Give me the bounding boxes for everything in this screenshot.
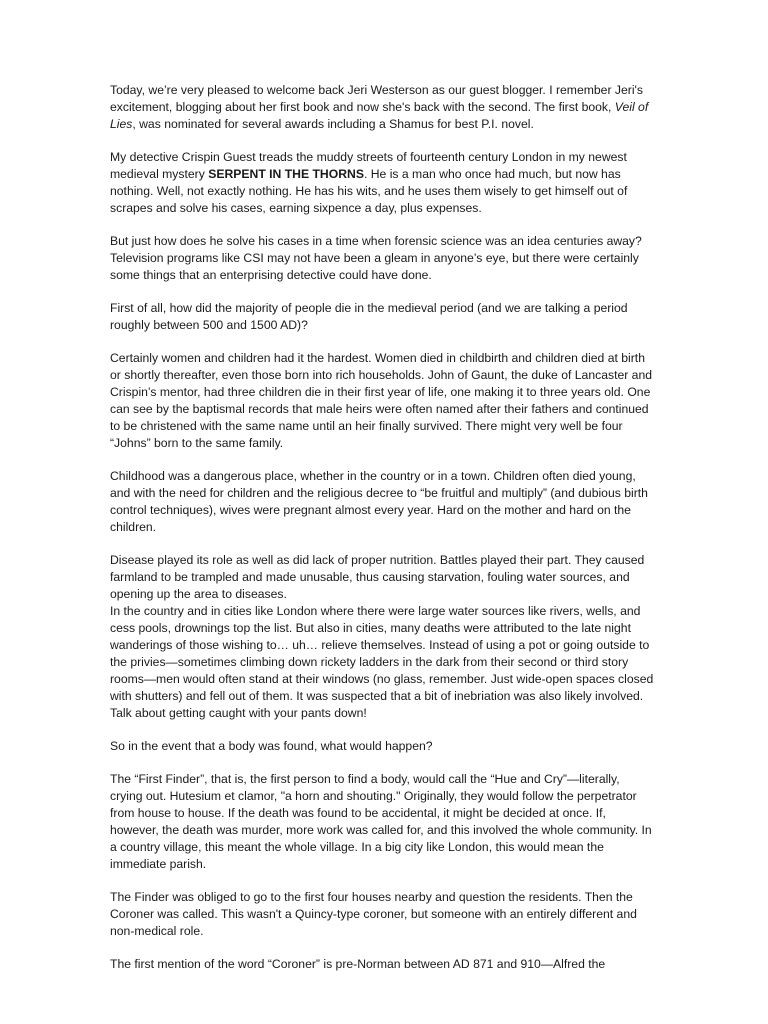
paragraph-intro <box>110 82 655 133</box>
paragraph-question-death: First of all, how did the majority of people die in the medieval period (and we are talking a period roughly between 500 and 1500 AD)? <box>110 301 628 332</box>
document-body <box>110 82 655 973</box>
paragraph-women-children: Certainly women and children had it the hardest. Women died in childbirth and children died at birth or shortly thereafter, even those born into rich households. John of Gaunt, the duke of Lancaster and Crispin’s mentor, had three children die in their first year of life, one making it to three years old. One can see by the baptismal records that male heirs were often named after their fathers and continued to be christened with the same name until an heir finally survived. There might very well be four “Johns” born to the same family. <box>110 351 653 450</box>
paragraph-coroner-origin: The first mention of the word “Coroner” is pre-Norman between AD 871 and 910—Alfred the <box>110 957 606 971</box>
paragraph-first-finder: The “First Finder”, that is, the first person to find a body, would call the “Hue and Cry”—literally, crying out. Hutesium et clamor, "a horn and shouting." Originally, they would follow the perpetrator from house to house. If the death was found to be accidental, it might be decided at once. If, however, the death was murder, more work was called for, and this involved the whole community. In a country village, this meant the whole village. In a big city like London, this would mean the immediate parish. <box>110 772 652 871</box>
paragraph-childhood: Childhood was a dangerous place, whether in the country or in a town. Children often died young, and with the need for children and the religious decree to “be fruitful and multiply” (and dubious birth control techniques), wives were pregnant almost every year. Hard on the mother and hard on the children. <box>110 469 648 534</box>
paragraph-body-found: So in the event that a body was found, what would happen? <box>110 739 433 753</box>
paragraph-drownings: In the country and in cities like London where there were large water sources like rivers, wells, and cess pools, drownings top the list. But also in cities, many deaths were attributed to the late night wanderings of those wishing to… uh… relieve themselves. Instead of using a pot or going outside to the privies—sometimes climbing down rickety ladders in the dark from their second or third story rooms—men would often stand at their windows (no glass, remember. Just wide-open spaces closed with shutters) and fell out of them. It was suspected that a bit of inebriation was also likely involved. Talk about getting caught with your pants down! <box>110 604 654 720</box>
book-title-veil-of-lies: Veil of Lies <box>110 100 649 131</box>
book-title-serpent: SERPENT IN THE THORNS <box>208 167 364 181</box>
paragraph-intro-text-a: Today, we’re very pleased to welcome back Jeri Westerson as our guest blogger. I remember Jeri's excitement, blogging about her first book and now she's back with the second. The first book, <box>110 83 643 114</box>
paragraph-intro-text-b: , was nominated for several awards including a Shamus for best P.I. novel. <box>132 117 534 131</box>
paragraph-detective-text-b: . He is a man who once had much, but now has nothing. Well, not exactly nothing. He has his wits, and he uses them wisely to get himself out of scrapes and solve his cases, earning sixpence a day, plus expenses. <box>110 167 628 215</box>
paragraph-disease: Disease played its role as well as did lack of proper nutrition. Battles played their part. They caused farmland to be trampled and made unusable, thus causing starvation, fouling water sources, and opening up the area to diseases. <box>110 553 645 601</box>
paragraph-detective <box>110 149 655 217</box>
paragraph-detective-text-a: My detective Crispin Guest treads the muddy streets of fourteenth century London in my newest medieval mystery <box>110 150 627 181</box>
paragraph-coroner-called: The Finder was obliged to go to the first four houses nearby and question the residents. Then the Coroner was called. This wasn't a Quincy-type coroner, but someone with an entirely different and non-medical role. <box>110 890 637 938</box>
paragraph-forensics: But just how does he solve his cases in a time when forensic science was an idea centuries away? Television programs like CSI may not have been a gleam in anyone’s eye, but there were certainly some things that an enterprising detective could have done. <box>110 234 642 282</box>
